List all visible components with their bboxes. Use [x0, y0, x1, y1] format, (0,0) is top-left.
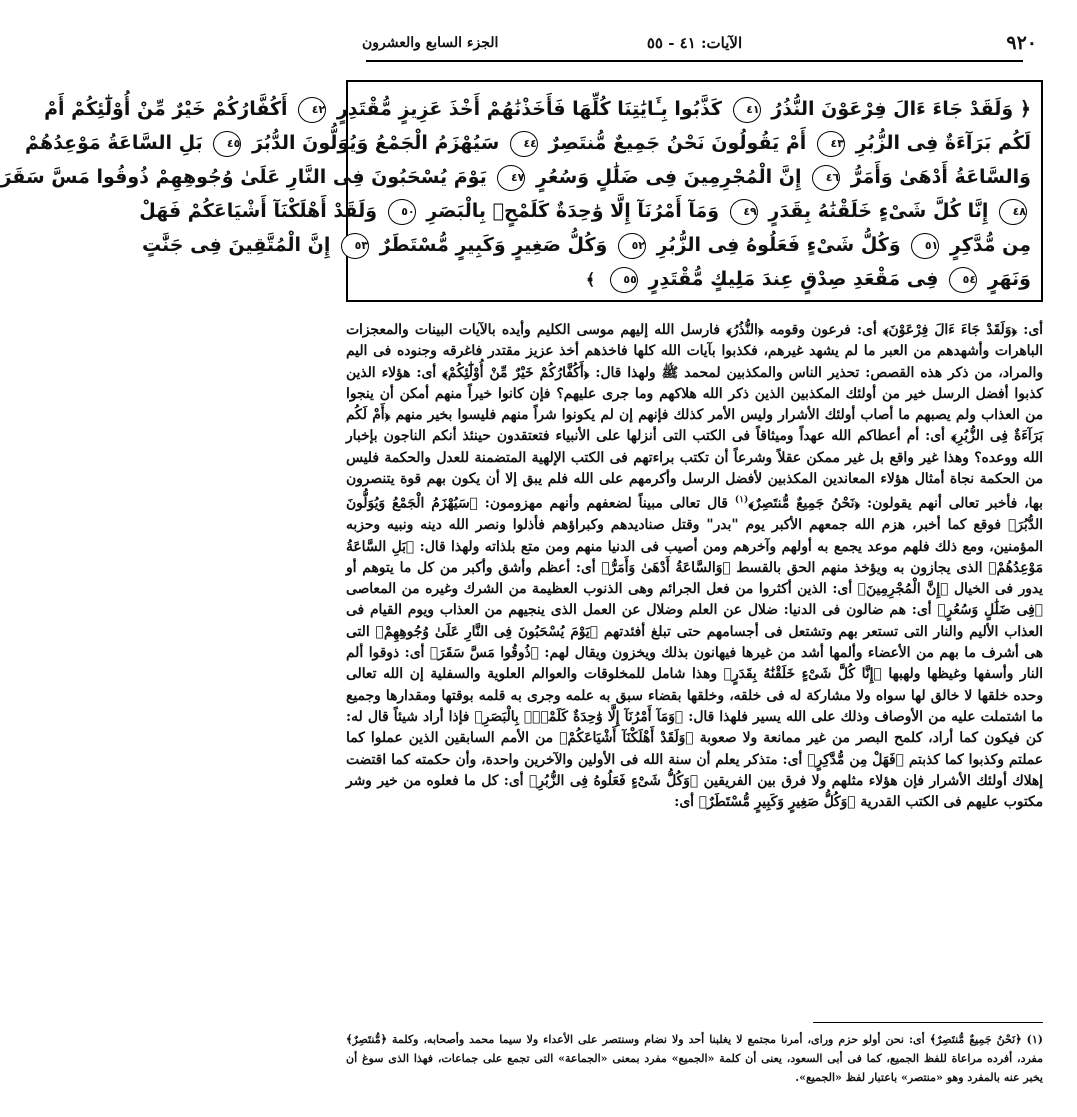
tafsir-paragraph: أى: ﴿وَلَقَدْ جَاءَ ءَالَ فِرْعَوْنَ﴾ أى: فرعون وقومه ﴿النُّذُرُ﴾ فارسل الله إليهم موسى الكليم وأيده بالآيات البينات والمعجزات الباهرات وأشهدهم من العبر ما لم يشهد غيرهم، فكذبوا بآيات الله كلها فاخذهم أخذ عزيز مقتدر فاغرقه وجنوده فى اليم والمراد، من ذكر هذه القصص: تحذير الناس والمكذبين لمحمد ﷺ ولهذا قال: ﴿أَكُفَّارُكُمْ خَيْرٌ مِّنْ أُوْلَٰٓئِكُمْ﴾ أى: هؤلاء الذين كذبوا أفضل الرسل خير من أولئك المكذبين الذين ذكر الله هلاكهم وما جرى عليهم؟ فإن كانوا خيراً منهم أمكن أن ينجوا من العذاب ولم يصبهم ما أصاب أولئك الأشرار وليس الأمر كذلك فإنهم إن لم يكونوا شراً منهم فليسوا بخير منهم ﴿أَمْ لَكُم بَرَآءَةٌ فِى الزُّبُرِ﴾ أى: أم أعطاكم الله عهداً وميثاقاً فى الكتب التى أنزلها على الأنبياء فتعتقدون حينئذ أنكم الناجون بإخبار الله ووعده؟ وهذا غير واقع بل غير ممكن عقلاً وشرعاً أن تكتب براءتهم فى الكتب الإلهية المتضمنة للعدل والحكمة فليس من الحكمة نجاة أمثال هؤلاء المعاندين المكذبين لأفضل الرسل وأكرمهم على الله فلم يبق إلا أن يكون بهم قوة يتنصرون بها، فأخبر تعالى أنهم يقولون: ﴿نَحْنُ جَمِيعٌ مُّنتَصِرٌ﴾$^{(١)}$ قال تعالى مبيناً لضعفهم وأنهم مهزومون: ﴿سَيُهْزَمُ الْجَمْعُ وَيُوَلُّونَ الدُّبُرَ﴾ فوقع كما أخبر، هزم الله جمعهم الأكبر يوم "بدر" وقتل صناديدهم وكبراؤهم فأذلوا ونصر الله دينه ونبيه وحزبه المؤمنين، ومع ذلك فلهم موعد يجمع به أولهم وآخرهم ومن أصيب فى الدنيا منهم ومن متع بلذاته ولهذا قال: ﴿بَلِ السَّاعَةُ مَوْعِدُهُمْ﴾ الذى يجازون به ويؤخذ منهم الحق بالقسط ﴿وَالسَّاعَةُ أَدْهَىٰ وَأَمَرُّ﴾ أى: أعظم وأشق وأكبر من كل ما يتوهم أو يدور فى الخيال ﴿إِنَّ الْمُجْرِمِينَ﴾ أى: الذين أكثروا من فعل الجرائم وهى الذنوب العظيمة من الشرك وغيره من المعاصى ﴿فِى ضَلَٰلٍ وَسُعُرٍ﴾ أى: هم ضالون فى الدنيا: ضلال عن العلم وضلال عن العمل الذى ينجيهم من العذاب ويوم القيام فى العذاب الأليم والنار التى تستعر بهم وتشتعل فى أجسامهم حتى تبلغ أفئدتهم ﴿يَوْمَ يُسْحَبُونَ فِى النَّارِ عَلَىٰ وُجُوهِهِمْ﴾ التى هى أشرف ما بهم من الأعضاء وألمها أشد من غيرها فيهانون بذلك ويخزون ويقال لهم: ﴿ذُوقُوا مَسَّ سَقَرَ﴾ أى: ذوقوا ألم النار وأسفها وغيظها ولهبها ﴿إِنَّا كُلَّ شَىْءٍ خَلَقْنَٰهُ بِقَدَرٍ﴾ وهذا شامل للمخلوقات والعوالم العلوية والسفلية إن الله تعالى وحده خلقها لا خالق لها سواه ولا مشاركة له فى خلقه، وخلقها بقضاء سبق به علمه وجرى به قلمه بوقتها ومقدارها وجميع ما اشتملت عليه من الأوصاف وذلك على الله يسير فلهذا قال: ﴿وَمَآ أَمْرُنَآ إِلَّا وَٰحِدَةٌ كَلَمْحٍۭ بِالْبَصَرِ﴾ فإذا أراد شيئاً قال له: كن فيكون كما أراد، كلمح البصر من غير ممانعة ولا صعوبة ﴿وَلَقَدْ أَهْلَكْنَآ أَشْيَاعَكُمْ﴾ من الأمم السابقين الذين عملوا كما عملتم وكذبوا كما كذبتم ﴿فَهَلْ مِن مُّدَّكِرٍ﴾ أى: متذكر يعلم أن سنة الله فى الأولين والآخرين واحدة، وأن حكمته كما اقتضت إهلاك أولئك الأشرار فإن هؤلاء مثلهم ولا فرق بين الفريقين ﴿وَكُلُّ شَىْءٍ فَعَلُوهُ فِى الزُّبُرِ﴾ أى: كل ما فعلوه من خير وشر مكتوب عليهم فى الكتب القدرية ﴿وَكُلُّ صَغِيرٍ وَكَبِيرٍ مُّسْتَطَرٌ﴾ أى:: [346, 322, 1043, 811]
footnote: (١) ﴿نَحْنُ جَمِيعٌ مُّنتَصِرٌ﴾ أى: نحن أولو حزم وراى، أمرنا مجتمع لا يغلبنا أحد ولا نضام وسنتصر على الأعداء ولا سيما محمد وأصحابه، وكلمة ﴿مُّنتَصِرٌ﴾ مفرد، أفرده مراعاة للفظ الجميع، كما فى أبى السعود، يعنى أن كلمة «الجميع» مفرد بمعنى «الجماعة» التى تجمع على جماعات، فهذا الذى سوغ أن يخبر عنه بالمفرد وهو «منتصر» باعتبار لفظ «الجميع».: [346, 1033, 1043, 1084]
page-number: ٩٢٠: [1006, 32, 1037, 54]
ayah-number-marker: ٥٥: [610, 267, 638, 293]
ayah-number-marker: ٥٢: [618, 233, 646, 259]
closing-ornament-icon: ﴾: [585, 269, 596, 289]
quran-line-3: وَالسَّاعَةُ أَدْهَىٰ وَأَمَرُّ ٤٦ إِنَّ الْمُجْرِمِينَ فِى ضَلَٰلٍ وَسُعُرٍ ٤٧ يَوْمَ يُسْحَبُونَ فِى النَّارِ عَلَىٰ وُجُوهِهِمْ ذُوقُوا مَسَّ سَقَرَ: [358, 160, 1031, 194]
page-header: [346, 30, 1043, 60]
footnote-divider: [813, 1022, 1043, 1023]
ayah-number-marker: ٤٨: [999, 199, 1027, 225]
quran-line-2: لَكُم بَرَآءَةٌ فِى الزُّبُرِ ٤٣ أَمْ يَقُولُونَ نَحْنُ جَمِيعٌ مُّنتَصِرٌ ٤٤ سَيُهْزَمُ الْجَمْعُ وَيُوَلُّونَ الدُّبُرَ ٤٥ بَلِ السَّاعَةُ مَوْعِدُهُمْ: [358, 126, 1031, 160]
ayah-number-marker: ٥٠: [388, 199, 416, 225]
ayah-number-marker: ٤١: [733, 97, 761, 123]
quran-line-5: مِن مُّدَّكِرٍ ٥١ وَكُلُّ شَىْءٍ فَعَلُوهُ فِى الزُّبُرِ ٥٢ وَكُلُّ صَغِيرٍ وَكَبِيرٍ مُّسْتَطَرٌ ٥٣ إِنَّ الْمُتَّقِينَ فِى جَنَّٰتٍ: [358, 228, 1031, 262]
tafsir-body: [346, 320, 1043, 960]
ayah-number-marker: ٤٩: [730, 199, 758, 225]
footnote-reference[interactable]: (١): [734, 495, 749, 506]
quran-line-6: وَنَهَرٍ ٥٤ فِى مَقْعَدِ صِدْقٍ عِندَ مَلِيكٍ مُّقْتَدِرٍ ٥٥ ﴾: [358, 262, 1031, 296]
ayah-number-marker: ٥٣: [341, 233, 369, 259]
ayah-number-marker: ٤٤: [510, 131, 538, 157]
ayah-number-marker: ٥١: [911, 233, 939, 259]
ayah-number-marker: ٤٧: [497, 165, 525, 191]
quran-line-1: ﴿ وَلَقَدْ جَاءَ ءَالَ فِرْعَوْنَ النُّذُرُ ٤١ كَذَّبُوا بِـَٔايَٰتِنَا كُلِّهَا فَأَخَذْنَٰهُمْ أَخْذَ عَزِيزٍ مُّقْتَدِرٍ ٤٢ أَكُفَّارُكُمْ خَيْرٌ مِّنْ أُوْلَٰٓئِكُمْ أَمْ: [358, 92, 1031, 126]
ayah-number-marker: ٤٦: [812, 165, 840, 191]
ayah-number-marker: ٤٥: [213, 131, 241, 157]
ayah-number-marker: ٤٣: [817, 131, 845, 157]
quran-line-4: ٤٨ إِنَّا كُلَّ شَىْءٍ خَلَقْنَٰهُ بِقَدَرٍ ٤٩ وَمَآ أَمْرُنَآ إِلَّا وَٰحِدَةٌ كَلَمْحٍۭ بِالْبَصَرِ ٥٠ وَلَقَدْ أَهْلَكْنَآ أَشْيَاعَكُمْ فَهَلْ: [358, 194, 1031, 228]
quran-verses-box: [0, 80, 1043, 302]
juz-title: الجزء السابع والعشرون: [362, 35, 499, 51]
ayah-number-marker: ٤٢: [298, 97, 326, 123]
ayat-range: الآيات: ٤١ - ٥٥: [646, 34, 743, 52]
header-divider: [366, 60, 1023, 62]
ayah-number-marker: ٥٤: [949, 267, 977, 293]
